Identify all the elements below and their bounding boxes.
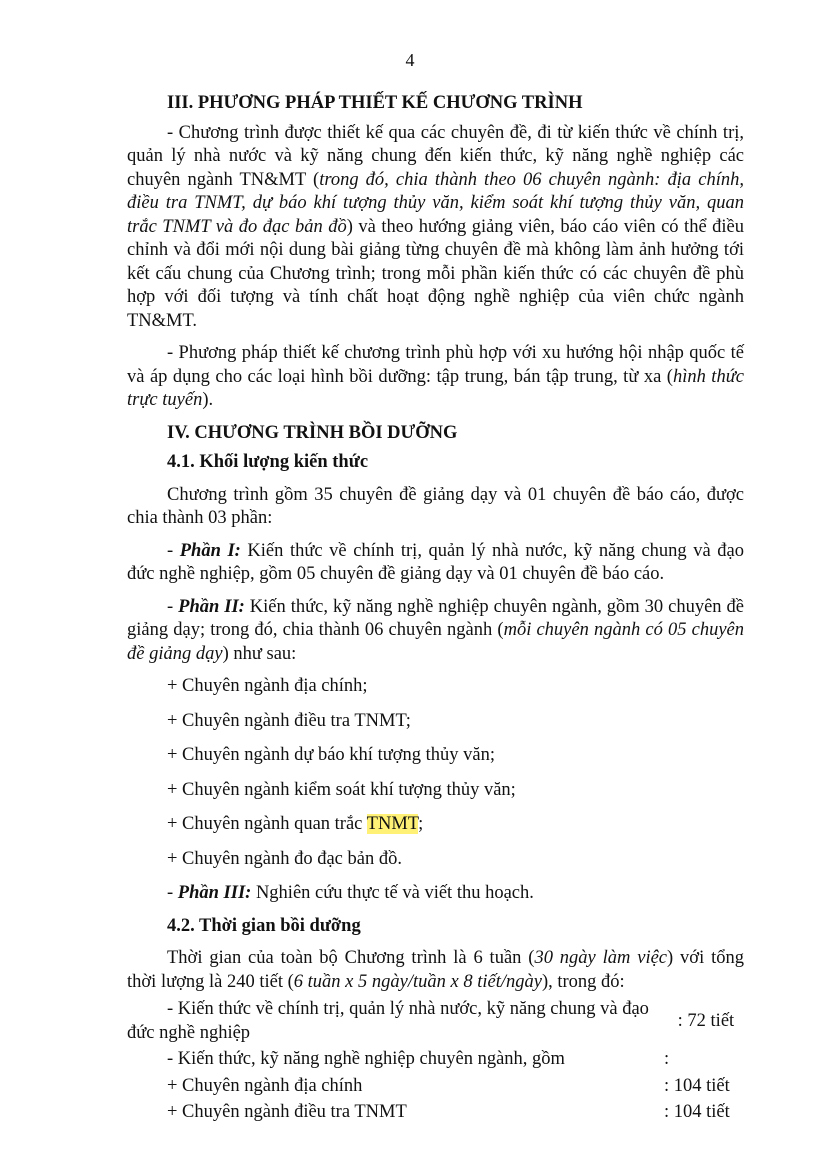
list-item: + Chuyên ngành địa chính; xyxy=(167,676,368,696)
page-number: 4 xyxy=(405,50,415,70)
part-label: Phần II: xyxy=(178,596,245,617)
text-run: - xyxy=(167,596,179,617)
text-run: ) với tổng thời lượng là 240 tiết ( xyxy=(127,948,744,992)
part-3-paragraph xyxy=(127,882,744,906)
section-4-1-heading: 4.1. Khối lượng kiến thức xyxy=(167,452,369,472)
list-item: + Chuyên ngành kiểm soát khí tượng thủy văn; xyxy=(167,779,516,800)
section-4-2-intro xyxy=(127,947,744,994)
time-row-value: : 72 tiết xyxy=(677,1010,735,1031)
text-run: - xyxy=(167,883,178,903)
text-run: Thời gian của toàn bộ Chương trình là 6 tuần ( xyxy=(167,948,535,968)
time-row-value: : xyxy=(664,1049,670,1069)
italic-run: 6 tuần x 5 ngày/tuần x 8 tiết/ngày xyxy=(293,971,542,992)
section-3-paragraph-2 xyxy=(127,342,744,413)
part-1-paragraph xyxy=(127,540,744,587)
italic-run: 30 ngày làm việc xyxy=(534,948,668,968)
time-row-value: : 104 tiết xyxy=(664,1102,730,1122)
section-4-1-intro: Chương trình gồm 35 chuyên đề giảng dạy và 01 chuyên đề báo cáo, được chia thành 03 phần: xyxy=(127,484,744,528)
section-3-paragraph-1 xyxy=(127,122,744,334)
section-4-heading: IV. CHƯƠNG TRÌNH BỒI DƯỠNG xyxy=(167,422,458,443)
time-row xyxy=(127,1075,744,1099)
list-item: + Chuyên ngành dự báo khí tượng thủy văn; xyxy=(167,745,496,765)
text-run: + Chuyên ngành quan trắc xyxy=(167,814,367,834)
time-row-description: + Chuyên ngành địa chính xyxy=(167,1075,363,1096)
list-item: + Chuyên ngành đo đạc bản đồ. xyxy=(167,848,402,869)
italic-run: trong đó, chia thành theo 06 chuyên ngành: địa chính, điều tra TNMT, dự báo khí tượng thủy văn, kiểm soát khí tượng thủy văn, quan trắc TNMT và đo đạc bản đồ xyxy=(127,169,744,237)
list-item xyxy=(167,813,744,837)
text-run: - Chương trình được thiết kế qua các chuyên đề, đi từ kiến thức về chính trị, quản lý nhà nước và kỹ năng chung đến kiến thức, kỹ năng nghề nghiệp các chuyên ngành TN&MT ( xyxy=(127,122,744,190)
time-row xyxy=(127,1048,744,1072)
time-row-value: : 104 tiết xyxy=(664,1075,730,1096)
text-run: - Phương pháp thiết kế chương trình phù hợp với xu hướng hội nhập quốc tế và áp dụng cho các loại hình bồi dưỡng: tập trung, bán tập trung, từ xa ( xyxy=(127,343,744,387)
list-item: + Chuyên ngành điều tra TNMT; xyxy=(167,710,411,731)
italic-run: mỗi chuyên ngành có 05 chuyên đề giảng dạy xyxy=(127,620,744,664)
section-4-2-heading: 4.2. Thời gian bồi dưỡng xyxy=(167,915,361,936)
part-label: Phần I: xyxy=(179,540,241,561)
text-run: ) như sau: xyxy=(222,643,297,664)
text-run: ) và theo hướng giảng viên, báo cáo viên có thể điều chỉnh và đổi mới nội dung bài giảng từng chuyên đề mà không làm ảnh hưởng tới kết cấu chung của Chương trình; trong mỗi phần kiến thức có các chuyên đề phù hợp với đối tượng và tính chất hoạt động nghề nghiệp của viên chức ngành TN&MT. xyxy=(127,216,745,331)
time-row-description: - Kiến thức về chính trị, quản lý nhà nước, kỹ năng chung và đạo đức nghề nghiệp xyxy=(127,999,649,1043)
text-run: Kiến thức về chính trị, quản lý nhà nước, kỹ năng chung và đạo đức nghề nghiệp, gồm 05 chuyên đề giảng dạy và 01 chuyên đề báo cáo. xyxy=(127,540,744,584)
text-run: ). xyxy=(202,390,214,410)
section-3-heading: III. PHƯƠNG PHÁP THIẾT KẾ CHƯƠNG TRÌNH xyxy=(167,93,583,113)
time-row-description: - Kiến thức, kỹ năng nghề nghiệp chuyên ngành, gồm xyxy=(167,1049,565,1069)
part-label: Phần III: xyxy=(177,883,252,903)
time-row xyxy=(127,1101,744,1125)
text-run: - xyxy=(167,540,180,561)
time-row-description: + Chuyên ngành điều tra TNMT xyxy=(167,1102,407,1122)
document-body xyxy=(127,92,744,1128)
text-run: ; xyxy=(418,814,424,834)
text-run: Nghiên cứu thực tế và viết thu hoạch. xyxy=(251,883,534,903)
highlighted-text: TNMT xyxy=(366,814,419,834)
part-2-paragraph xyxy=(127,596,744,667)
text-run: Kiến thức, kỹ năng nghề nghiệp chuyên ngành, gồm 30 chuyên đề giảng dạy; trong đó, chia thành 06 chuyên ngành ( xyxy=(127,596,744,640)
italic-run: hình thức trực tuyến xyxy=(127,366,744,410)
time-row xyxy=(127,998,744,1045)
text-run: ), trong đó: xyxy=(541,971,625,992)
